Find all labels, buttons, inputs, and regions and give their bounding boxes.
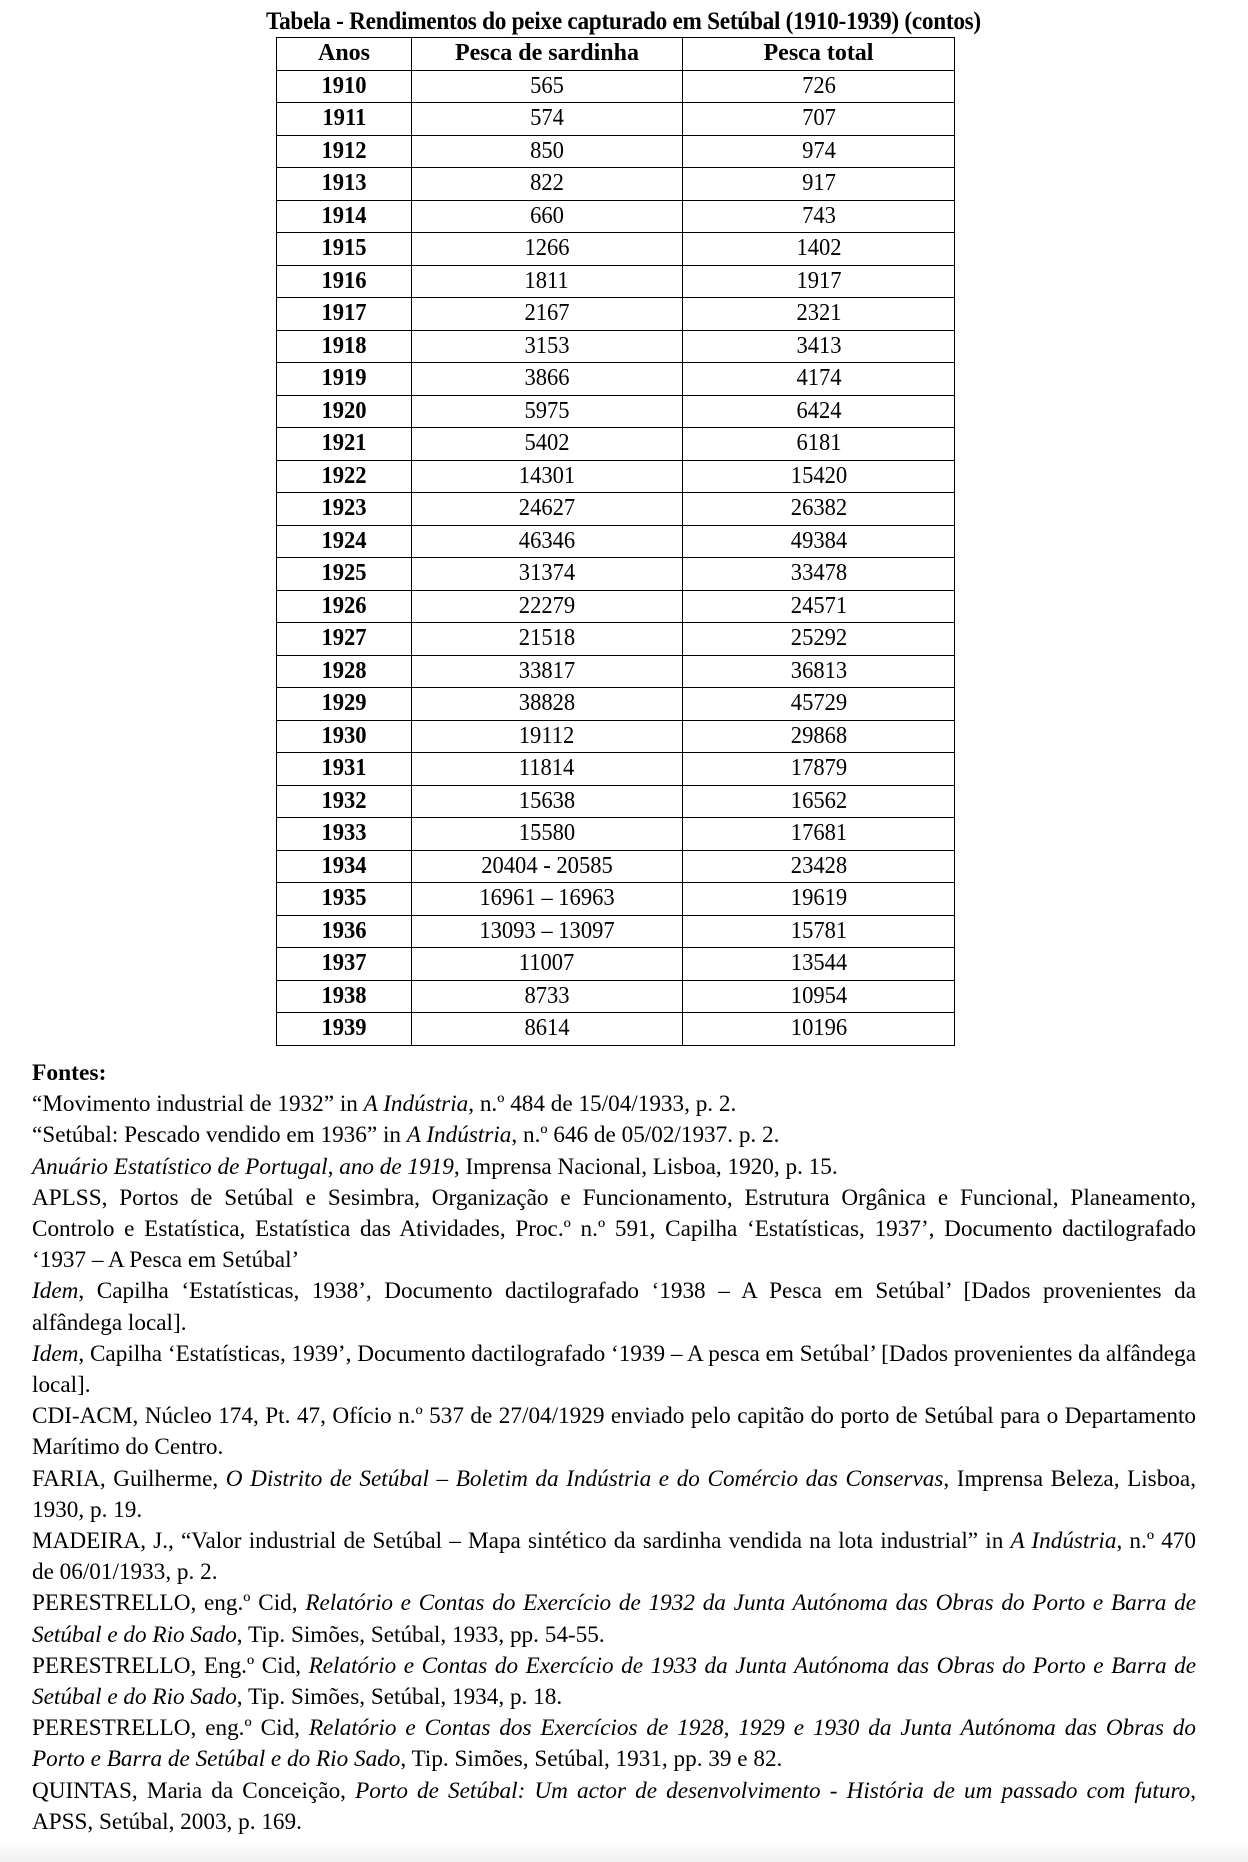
- cell-sardine-catch: [412, 753, 683, 786]
- cell-sardine-catch: [412, 460, 683, 493]
- cell-sardine-catch: [412, 883, 683, 916]
- cell-year-value: 1931: [321, 755, 367, 782]
- cell-sardine-catch-value: 15638: [518, 787, 576, 814]
- cell-total-catch: [683, 655, 955, 688]
- cell-sardine-catch-value: 33817: [518, 657, 576, 684]
- cell-total-catch: [683, 785, 955, 818]
- cell-sardine-catch: [412, 233, 683, 266]
- cell-year: [277, 883, 412, 916]
- source-text: , n.º 646 de 05/02/1937. p. 2.: [511, 1122, 780, 1149]
- cell-year: [277, 558, 412, 591]
- cell-total-catch: [683, 363, 955, 396]
- source-entry: [32, 1526, 1196, 1588]
- cell-total-catch-value: 13544: [790, 950, 847, 977]
- cell-total-catch: [683, 493, 955, 526]
- cell-sardine-catch: [412, 265, 683, 298]
- source-entry: [32, 1464, 1196, 1526]
- cell-year-value: 1933: [321, 820, 367, 847]
- table-row: [277, 330, 955, 363]
- cell-total-catch-value: 23428: [790, 852, 847, 879]
- cell-year-value: 1930: [321, 722, 367, 749]
- cell-year-value: 1916: [321, 267, 367, 294]
- cell-sardine-catch-value: 5975: [524, 397, 570, 424]
- table-row: [277, 395, 955, 428]
- cell-total-catch-value: 15420: [790, 462, 847, 489]
- source-text: , Capilha ‘Estatísticas, 1938’, Documento dactilografado ‘1938 – A Pesca em Setúbal’ [Dados provenientes da alfândega local].: [32, 1278, 1196, 1336]
- cell-sardine-catch: [412, 103, 683, 136]
- cell-total-catch: [683, 915, 955, 948]
- cell-sardine-catch-value: 565: [530, 72, 564, 99]
- table-row: [277, 200, 955, 233]
- cell-sardine-catch-value: 31374: [518, 560, 576, 587]
- cell-sardine-catch: [412, 395, 683, 428]
- cell-total-catch-value: 917: [801, 170, 836, 197]
- cell-sardine-catch: [412, 558, 683, 591]
- cell-total-catch-value: 24571: [790, 592, 847, 619]
- cell-total-catch: [683, 883, 955, 916]
- cell-sardine-catch-value: 1266: [524, 235, 570, 262]
- cell-year: [277, 785, 412, 818]
- source-text: APLSS, Portos de Setúbal e Sesimbra, Organização e Funcionamento, Estrutura Orgânica e Funcional, Planeamento, Controlo e Estatística, Estatística das Atividades, Proc.º n.º 591, Capilha ‘Estatísticas, 1937’, Documento dactilografado ‘1937 – A Pesca em Setúbal’: [32, 1184, 1196, 1274]
- table-row: [277, 298, 955, 331]
- cell-sardine-catch-value: 5402: [524, 430, 570, 457]
- source-text: “Movimento industrial de 1932” in: [32, 1091, 364, 1118]
- cell-total-catch-value: 36813: [790, 657, 847, 684]
- cell-sardine-catch-value: 822: [530, 170, 564, 197]
- cell-year-value: 1913: [321, 170, 367, 197]
- table-row: [277, 1013, 955, 1046]
- source-entry: [32, 1713, 1196, 1775]
- cell-sardine-catch-value: 2167: [524, 300, 570, 327]
- source-title-italic: Anuário Estatístico de Portugal, ano de 1919: [32, 1153, 454, 1180]
- cell-year: [277, 590, 412, 623]
- cell-sardine-catch: [412, 298, 683, 331]
- cell-year: [277, 395, 412, 428]
- source-title-italic: Idem: [32, 1278, 79, 1305]
- cell-year: [277, 1013, 412, 1046]
- sources-label: Fontes:: [32, 1060, 107, 1086]
- cell-sardine-catch-value: 660: [530, 202, 564, 229]
- source-text: FARIA, Guilherme,: [32, 1465, 226, 1492]
- cell-total-catch-value: 10954: [790, 982, 847, 1009]
- cell-total-catch: [683, 135, 955, 168]
- source-title-italic: Idem: [32, 1340, 79, 1367]
- table-row: [277, 753, 955, 786]
- table-row: [277, 460, 955, 493]
- cell-total-catch: [683, 298, 955, 331]
- cell-year: [277, 70, 412, 103]
- table-row: [277, 428, 955, 461]
- source-text: PERESTRELLO, Eng.º Cid,: [32, 1652, 309, 1679]
- cell-sardine-catch-value: 11814: [519, 755, 575, 782]
- cell-sardine-catch: [412, 655, 683, 688]
- cell-total-catch: [683, 980, 955, 1013]
- cell-year-value: 1923: [321, 495, 367, 522]
- cell-year-value: 1921: [321, 430, 367, 457]
- cell-year: [277, 818, 412, 851]
- cell-total-catch-value: 17879: [790, 755, 847, 782]
- cell-total-catch: [683, 948, 955, 981]
- cell-sardine-catch-value: 11007: [519, 950, 575, 977]
- source-title-italic: O Distrito de Setúbal – Boletim da Indústria e do Comércio das Conservas: [225, 1465, 944, 1492]
- source-entry: [32, 1276, 1196, 1338]
- cell-sardine-catch: [412, 850, 683, 883]
- source-text: , Imprensa Nacional, Lisboa, 1920, p. 15.: [453, 1153, 838, 1180]
- source-entry: [32, 1776, 1196, 1838]
- cell-year-value: 1915: [321, 235, 367, 262]
- cell-year-value: 1919: [321, 365, 367, 392]
- table-row: [277, 818, 955, 851]
- cell-total-catch-value: 10196: [790, 1015, 847, 1042]
- cell-year: [277, 623, 412, 656]
- cell-total-catch: [683, 200, 955, 233]
- table-row: [277, 883, 955, 916]
- source-text: PERESTRELLO, eng.º Cid,: [32, 1590, 306, 1617]
- source-title-italic: A Indústria: [406, 1122, 512, 1149]
- cell-year-value: 1927: [321, 625, 367, 652]
- cell-sardine-catch: [412, 363, 683, 396]
- table-row: [277, 135, 955, 168]
- cell-total-catch: [683, 720, 955, 753]
- cell-total-catch: [683, 395, 955, 428]
- cell-total-catch-value: 45729: [790, 690, 847, 717]
- table-row: [277, 655, 955, 688]
- source-title-italic: A Indústria: [1010, 1528, 1117, 1555]
- cell-total-catch-value: 6181: [795, 430, 842, 457]
- cell-total-catch-value: 19619: [790, 885, 847, 912]
- table-row: [277, 70, 955, 103]
- source-entry: [32, 1588, 1196, 1650]
- cell-total-catch-value: 29868: [790, 722, 847, 749]
- cell-sardine-catch-value: 38828: [518, 690, 576, 717]
- cell-total-catch-value: 17681: [790, 820, 847, 847]
- cell-total-catch: [683, 753, 955, 786]
- cell-year-value: 1934: [321, 852, 367, 879]
- cell-total-catch-value: 707: [801, 105, 836, 132]
- cell-year-value: 1937: [321, 950, 367, 977]
- cell-sardine-catch: [412, 1013, 683, 1046]
- cell-sardine-catch: [412, 168, 683, 201]
- cell-total-catch-value: 3413: [795, 332, 842, 359]
- cell-year: [277, 948, 412, 981]
- cell-sardine-catch-value: 8614: [524, 1015, 570, 1042]
- page-bottom-edge: [0, 1840, 1248, 1862]
- cell-sardine-catch-value: 20404 - 20585: [481, 852, 613, 879]
- source-text: PERESTRELLO, eng.º Cid,: [32, 1715, 309, 1742]
- source-title-italic: A Indústria: [363, 1091, 469, 1118]
- cell-sardine-catch: [412, 525, 683, 558]
- cell-total-catch-value: 49384: [790, 527, 847, 554]
- table-row: [277, 363, 955, 396]
- cell-sardine-catch-value: 15580: [518, 820, 576, 847]
- cell-total-catch: [683, 850, 955, 883]
- cell-total-catch: [683, 623, 955, 656]
- cell-sardine-catch: [412, 688, 683, 721]
- cell-year-value: 1935: [321, 885, 367, 912]
- table-row: [277, 525, 955, 558]
- cell-total-catch-value: 743: [801, 202, 836, 229]
- cell-sardine-catch: [412, 785, 683, 818]
- source-text: , Tip. Simões, Setúbal, 1934, p. 18.: [236, 1684, 563, 1711]
- table-row: [277, 623, 955, 656]
- cell-total-catch: [683, 233, 955, 266]
- source-title-italic: Relatório e Contas dos Exercícios de 1928, 1929 e 1930 da Junta Autónoma das Obras do Porto e Barra de Setúbal e do Rio Sado: [32, 1715, 1196, 1773]
- table-row: [277, 785, 955, 818]
- table-row: [277, 103, 955, 136]
- cell-year: [277, 915, 412, 948]
- sources-section: [32, 1058, 1196, 1838]
- cell-sardine-catch-value: 16961 – 16963: [479, 885, 615, 912]
- table-title: Tabela - Rendimentos do peixe capturado em Setúbal (1910-1939) (contos): [265, 8, 981, 35]
- cell-total-catch-value: 1402: [795, 235, 842, 262]
- cell-sardine-catch-value: 850: [530, 137, 564, 164]
- sources-list: [32, 1089, 1196, 1838]
- cell-total-catch-value: 15781: [790, 917, 847, 944]
- source-entry: [32, 1651, 1196, 1713]
- cell-total-catch: [683, 330, 955, 363]
- table-row: [277, 980, 955, 1013]
- cell-year-value: 1917: [321, 300, 367, 327]
- table-row: [277, 915, 955, 948]
- source-text: MADEIRA, J., “Valor industrial de Setúbal – Mapa sintético da sardinha vendida na lota industrial” in: [32, 1528, 1011, 1555]
- cell-year-value: 1922: [321, 462, 367, 489]
- cell-year-value: 1910: [321, 72, 367, 99]
- cell-total-catch: [683, 460, 955, 493]
- cell-sardine-catch: [412, 200, 683, 233]
- table-row: [277, 590, 955, 623]
- cell-total-catch: [683, 1013, 955, 1046]
- header-total-catch: Pesca total: [683, 38, 955, 71]
- cell-total-catch: [683, 558, 955, 591]
- cell-total-catch: [683, 525, 955, 558]
- cell-year: [277, 753, 412, 786]
- cell-year: [277, 428, 412, 461]
- source-entry: [32, 1120, 1196, 1151]
- source-text: , Tip. Simões, Setúbal, 1931, pp. 39 e 82.: [400, 1746, 783, 1773]
- cell-year: [277, 103, 412, 136]
- cell-sardine-catch: [412, 720, 683, 753]
- cell-total-catch-value: 26382: [790, 495, 847, 522]
- cell-year: [277, 655, 412, 688]
- cell-year-value: 1912: [321, 137, 367, 164]
- source-entry: [32, 1152, 1196, 1183]
- cell-total-catch-value: 25292: [790, 625, 847, 652]
- cell-year: [277, 363, 412, 396]
- cell-year-value: 1936: [321, 917, 367, 944]
- cell-sardine-catch-value: 19112: [519, 722, 575, 749]
- cell-sardine-catch-value: 22279: [518, 592, 576, 619]
- cell-sardine-catch-value: 3153: [524, 332, 570, 359]
- fish-yield-table: [276, 37, 955, 1046]
- source-text: , n.º 470 de 06/01/1933, p. 2.: [32, 1528, 1196, 1586]
- cell-year-value: 1925: [321, 560, 367, 587]
- cell-sardine-catch: [412, 980, 683, 1013]
- cell-year-value: 1928: [321, 657, 367, 684]
- cell-year-value: 1911: [322, 105, 366, 132]
- cell-year-value: 1918: [321, 332, 367, 359]
- cell-total-catch-value: 974: [801, 137, 836, 164]
- cell-year-value: 1914: [321, 202, 367, 229]
- source-text: , APSS, Setúbal, 2003, p. 169.: [32, 1777, 1196, 1835]
- cell-total-catch-value: 6424: [795, 397, 842, 424]
- source-title-italic: Porto de Setúbal: Um actor de desenvolvimento - História de um passado com futuro: [355, 1777, 1191, 1804]
- cell-sardine-catch: [412, 915, 683, 948]
- cell-year: [277, 493, 412, 526]
- table-row: [277, 493, 955, 526]
- source-entry: [32, 1183, 1196, 1277]
- cell-total-catch: [683, 168, 955, 201]
- cell-year: [277, 200, 412, 233]
- cell-sardine-catch: [412, 590, 683, 623]
- cell-year-value: 1932: [321, 787, 367, 814]
- source-text: , n.º 484 de 15/04/1933, p. 2.: [468, 1091, 737, 1118]
- cell-total-catch-value: 726: [801, 72, 836, 99]
- cell-sardine-catch: [412, 818, 683, 851]
- cell-sardine-catch-value: 1811: [524, 267, 570, 294]
- cell-year-value: 1939: [321, 1015, 367, 1042]
- source-text: , Imprensa Beleza, Lisboa, 1930, p. 19.: [32, 1465, 1196, 1523]
- source-title-italic: Relatório e Contas do Exercício de 1932 da Junta Autónoma das Obras do Porto e Barra de Setúbal e do Rio Sado: [32, 1590, 1197, 1648]
- cell-year: [277, 330, 412, 363]
- cell-sardine-catch-value: 24627: [518, 495, 576, 522]
- source-entry: [32, 1339, 1196, 1401]
- cell-total-catch-value: 33478: [790, 560, 847, 587]
- cell-sardine-catch-value: 3866: [524, 365, 570, 392]
- cell-year: [277, 298, 412, 331]
- cell-year: [277, 233, 412, 266]
- table-row: [277, 720, 955, 753]
- cell-total-catch: [683, 590, 955, 623]
- cell-total-catch: [683, 688, 955, 721]
- cell-year: [277, 265, 412, 298]
- table-row: [277, 558, 955, 591]
- source-entry: [32, 1401, 1196, 1463]
- table-row: [277, 168, 955, 201]
- cell-sardine-catch-value: 13093 – 13097: [479, 917, 615, 944]
- header-sardine-catch: Pesca de sardinha: [412, 38, 683, 71]
- table-header-row: [277, 38, 955, 71]
- cell-year-value: 1926: [321, 592, 367, 619]
- cell-sardine-catch-value: 8733: [524, 982, 570, 1009]
- source-text: , Tip. Simões, Setúbal, 1933, pp. 54-55.: [236, 1621, 605, 1648]
- cell-total-catch-value: 2321: [795, 300, 842, 327]
- cell-sardine-catch: [412, 70, 683, 103]
- cell-total-catch-value: 16562: [790, 787, 847, 814]
- cell-total-catch-value: 1917: [795, 267, 842, 294]
- cell-year-value: 1924: [321, 527, 367, 554]
- cell-sardine-catch: [412, 493, 683, 526]
- cell-year-value: 1929: [321, 690, 367, 717]
- cell-sardine-catch-value: 14301: [518, 462, 576, 489]
- source-text: , Capilha ‘Estatísticas, 1939’, Documento dactilografado ‘1939 – A pesca em Setúbal’ [Dados provenientes da alfândega local].: [32, 1340, 1196, 1399]
- cell-sardine-catch: [412, 623, 683, 656]
- cell-year-value: 1920: [321, 397, 367, 424]
- source-text: CDI-ACM, Núcleo 174, Pt. 47, Ofício n.º 537 de 27/04/1929 enviado pelo capitão do porto de Setúbal para o Departamento Marítimo do Centro.: [32, 1403, 1196, 1461]
- cell-total-catch-value: 4174: [795, 365, 842, 392]
- cell-total-catch: [683, 428, 955, 461]
- table-body: [277, 70, 955, 1045]
- cell-year: [277, 688, 412, 721]
- cell-sardine-catch-value: 574: [530, 105, 564, 132]
- cell-sardine-catch: [412, 330, 683, 363]
- table-row: [277, 265, 955, 298]
- cell-year: [277, 720, 412, 753]
- cell-sardine-catch: [412, 135, 683, 168]
- cell-year-value: 1938: [321, 982, 367, 1009]
- cell-year: [277, 460, 412, 493]
- table-row: [277, 850, 955, 883]
- cell-total-catch: [683, 103, 955, 136]
- cell-sardine-catch: [412, 948, 683, 981]
- source-title-italic: Relatório e Contas do Exercício de 1933 da Junta Autónoma das Obras do Porto e Barra de Setúbal e do Rio Sado: [32, 1652, 1196, 1711]
- source-entry: [32, 1089, 1196, 1120]
- table-row: [277, 948, 955, 981]
- table-row: [277, 233, 955, 266]
- header-years: Anos: [277, 38, 412, 71]
- source-text: QUINTAS, Maria da Conceição,: [32, 1777, 356, 1804]
- source-text: “Setúbal: Pescado vendido em 1936” in: [32, 1122, 407, 1149]
- cell-year: [277, 850, 412, 883]
- cell-sardine-catch: [412, 428, 683, 461]
- cell-year: [277, 135, 412, 168]
- cell-sardine-catch-value: 21518: [518, 625, 576, 652]
- cell-total-catch: [683, 70, 955, 103]
- cell-sardine-catch-value: 46346: [518, 527, 576, 554]
- cell-total-catch: [683, 265, 955, 298]
- cell-year: [277, 980, 412, 1013]
- cell-year: [277, 525, 412, 558]
- cell-year: [277, 168, 412, 201]
- table-row: [277, 688, 955, 721]
- cell-total-catch: [683, 818, 955, 851]
